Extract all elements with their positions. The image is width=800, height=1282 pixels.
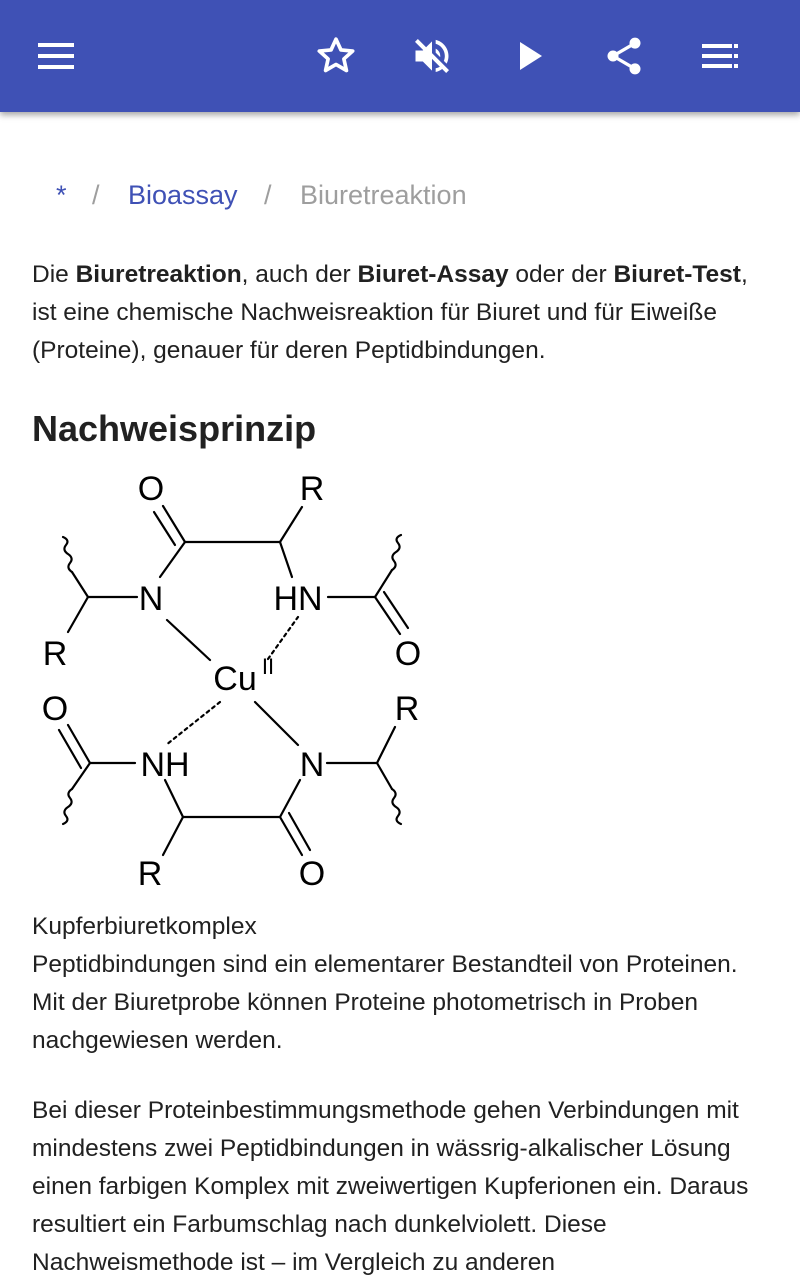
play-button[interactable] <box>502 28 558 84</box>
atom-label-oxygen: O <box>137 470 165 508</box>
term-biuretreaktion: Biuretreaktion <box>75 261 242 288</box>
hamburger-menu-icon <box>36 36 76 76</box>
share-icon <box>602 34 646 78</box>
term-biuret-assay: Biuret-Assay <box>357 261 509 288</box>
atom-label-r-group: R <box>137 855 163 893</box>
atom-label-r-group: R <box>394 690 420 728</box>
mute-button[interactable] <box>404 28 460 84</box>
volume-off-icon <box>410 34 454 78</box>
atom-label-copper: Cu <box>213 660 257 698</box>
menu-button[interactable] <box>28 28 84 84</box>
figure-caption: Kupferbiuretkomplex <box>32 913 257 940</box>
atom-label-r-group: R <box>299 470 325 508</box>
atom-label-r-group: R <box>42 635 68 673</box>
breadcrumb-home-link[interactable]: * <box>56 180 67 210</box>
star-outline-icon <box>314 34 358 78</box>
section-heading: Nachweisprinzip <box>32 408 317 449</box>
app-toolbar <box>0 0 800 112</box>
breadcrumb-separator: / <box>264 180 272 210</box>
breadcrumb-current-page: Biuretreaktion <box>300 180 467 210</box>
list-icon <box>700 36 740 76</box>
intro-text: oder der <box>508 261 614 288</box>
atom-label-nitrogen: N <box>299 746 325 784</box>
breadcrumb-parent-link[interactable]: Bioassay <box>128 180 238 210</box>
atom-label-nitrogen: N <box>138 580 164 618</box>
intro-text: Die <box>32 261 76 288</box>
atom-label-oxygen: O <box>298 855 326 893</box>
body-paragraph: Peptidbindungen sind ein elementarer Bestandteil von Proteinen. Mit der Biuretprobe können Proteine photometrisch in Proben nachgewiesen werden. <box>32 951 738 1054</box>
toc-button[interactable] <box>692 28 748 84</box>
favorite-button[interactable] <box>308 28 364 84</box>
body-paragraph: Bei dieser Proteinbestimmungsmethode gehen Verbindungen mit mindestens zwei Peptidbindungen in wässrig-alkalischer Lösung einen farbigen Komplex mit zweiwertigen Kupferionen ein. Daraus resultiert ein Farbumschlag nach dunkelviolett. Diese Nachweismethode ist – im Vergleich zu anderen <box>32 1097 749 1276</box>
term-biuret-test: Biuret-Test <box>613 261 741 288</box>
intro-text: , auch der <box>241 261 358 288</box>
intro-paragraph <box>32 256 772 370</box>
atom-label-hn: HN <box>273 580 323 618</box>
play-icon <box>510 36 550 76</box>
copper-biuret-complex-structure[interactable] <box>30 462 430 902</box>
atom-label-nh: NH <box>140 746 190 784</box>
share-button[interactable] <box>596 28 652 84</box>
breadcrumb-separator: / <box>92 180 100 210</box>
intro-text: , ist eine chemische Nachweisreaktion für Biuret und für Eiweiße (Proteine), genauer für deren Peptidbindungen. <box>32 261 748 364</box>
oxidation-state-label: II <box>261 654 275 679</box>
atom-label-oxygen: O <box>394 635 422 673</box>
atom-label-oxygen: O <box>41 690 69 728</box>
